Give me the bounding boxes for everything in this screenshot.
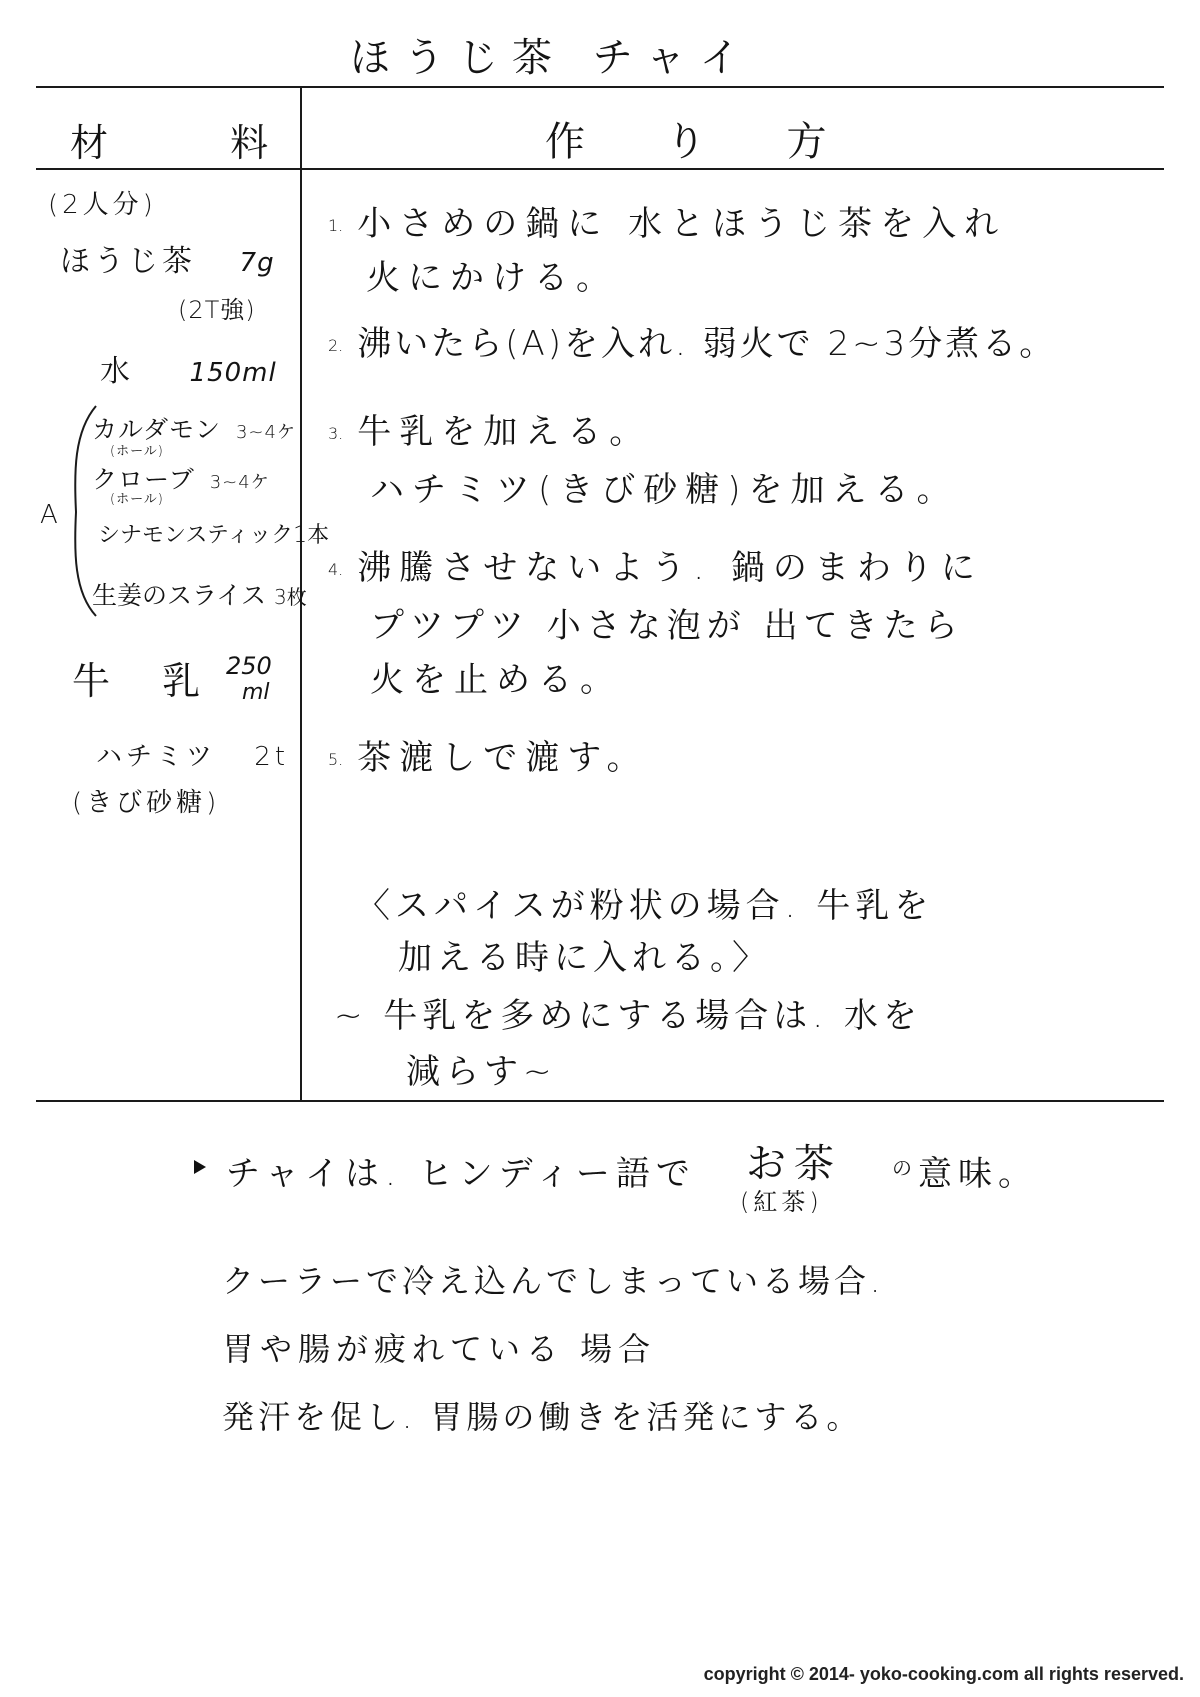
milk-note-line-1: ~ 牛乳を多めにする場合は. 水を [334, 996, 922, 1036]
ingredient-cinnamon-amount: 1本 [293, 523, 330, 548]
spice-note-line-2: 加える時に入れる。〉 [398, 938, 771, 978]
copyright-notice: copyright © 2014- yoko-cooking.com all rights reserved. [703, 1664, 1184, 1684]
footer-line-3: 発汗を促し. 胃腸の働きを活発にする。 [222, 1398, 863, 1436]
ingredient-water-name: 水 [100, 354, 134, 389]
method-header-char-3: 方 [786, 119, 827, 165]
step-5-number: 5. [328, 750, 344, 769]
step-3-line-2: ハチミツ(きび砂糖)を加える。 [370, 470, 959, 510]
ingredient-cardamom-sub: (ホール) [110, 444, 164, 459]
ingredient-clove-amount: 3~4ケ [209, 472, 270, 493]
ingredient-milk-unit: ml [242, 680, 270, 705]
ingredients-header [70, 112, 268, 167]
step-1-text-1: 小さめの鍋に 水とほうじ茶を入れ [357, 204, 1007, 244]
ingredient-milk-name: 牛 乳 [72, 659, 221, 703]
step-1-number: 1. [328, 216, 344, 235]
step-1-line-1 [328, 196, 1006, 245]
ingredient-honey-alt: (きび砂糖) [72, 788, 221, 818]
ingredient-hojicha-note: (2T強) [178, 296, 256, 324]
step-3-number: 3. [328, 424, 344, 443]
ingredient-ginger-amount: 3枚 [273, 585, 307, 609]
ingredient-cinnamon [98, 518, 329, 549]
ingredient-cinnamon-name: シナモンスティック [98, 523, 294, 548]
footer-line-1: クーラーで冷え込んでしまっている場合. [222, 1262, 885, 1300]
ingredient-ginger-name: 生姜のスライス [92, 581, 267, 610]
ingredient-honey-name: ハチミツ [96, 742, 217, 772]
ingredient-milk [72, 650, 220, 705]
ingredient-milk-amount: 250 [226, 652, 272, 680]
ingredients-header-char-1: 材 [70, 121, 109, 165]
method-header-char-2: り [665, 119, 706, 165]
step-5-line-1 [328, 730, 649, 779]
step-4-text-1: 沸騰させないよう. 鍋のまわりに [357, 548, 983, 588]
step-4-number: 4. [328, 560, 344, 579]
step-3-line-1 [328, 404, 651, 453]
ingredient-hojicha-name: ほうじ茶 [60, 244, 196, 279]
recipe-title: ほうじ茶 チャイ [350, 35, 754, 81]
ingredient-cardamom-name: カルダモン [92, 415, 222, 444]
chai-meaning-word: お茶 [746, 1141, 842, 1187]
ingredient-honey [96, 736, 289, 773]
step-3-text-1: 牛乳を加える。 [357, 412, 652, 452]
milk-note-line-2: 減らす~ [406, 1052, 557, 1092]
ingredient-clove-sub: (ホール) [110, 492, 164, 507]
spice-note-line-1: 〈スパイスが粉状の場合. 牛乳を [356, 886, 934, 926]
group-a-label: A [40, 500, 62, 530]
bullet-triangle-icon [192, 1158, 208, 1176]
step-2-number: 2. [328, 336, 344, 355]
table-top-rule [36, 86, 1164, 88]
method-header [545, 110, 894, 167]
step-2-line-1 [328, 316, 1056, 365]
step-2-text-1: 沸いたら(A)を入れ. 弱火で 2~3分煮る。 [357, 324, 1057, 364]
ingredients-header-char-2: 料 [230, 121, 269, 165]
ingredient-hojicha [60, 236, 275, 280]
ingredient-cardamom-amount: 3~4ケ [235, 422, 296, 443]
method-header-char-1: 作 [545, 119, 585, 165]
ingredient-hojicha-amount: 7g [239, 248, 275, 278]
chai-meaning-prefix: チャイは. ヒンディー語で [226, 1154, 696, 1194]
step-4-line-2: プツプツ 小さな泡が 出てきたら [370, 606, 964, 646]
ingredient-honey-amount: 2t [254, 742, 290, 772]
chai-meaning-suffix-particle: の [892, 1156, 916, 1180]
chai-meaning-gloss: (紅茶) [740, 1188, 823, 1216]
step-1-line-2: 火にかける。 [366, 258, 618, 298]
servings: (2人分) [48, 190, 157, 220]
ingredient-water [100, 346, 277, 390]
step-4-line-3: 火を止める。 [370, 660, 622, 700]
step-5-text-1: 茶漉しで漉す。 [357, 738, 649, 778]
ingredient-ginger [92, 576, 307, 612]
step-4-line-1 [328, 540, 983, 589]
footer-line-2: 胃や腸が疲れている 場合 [222, 1330, 657, 1368]
ingredient-water-amount: 150ml [189, 358, 277, 388]
ingredient-clove-name: クローブ [92, 465, 195, 494]
table-header-rule [36, 168, 1164, 170]
table-bottom-rule [36, 1100, 1164, 1102]
chai-meaning-suffix: 意味。 [918, 1154, 1038, 1194]
